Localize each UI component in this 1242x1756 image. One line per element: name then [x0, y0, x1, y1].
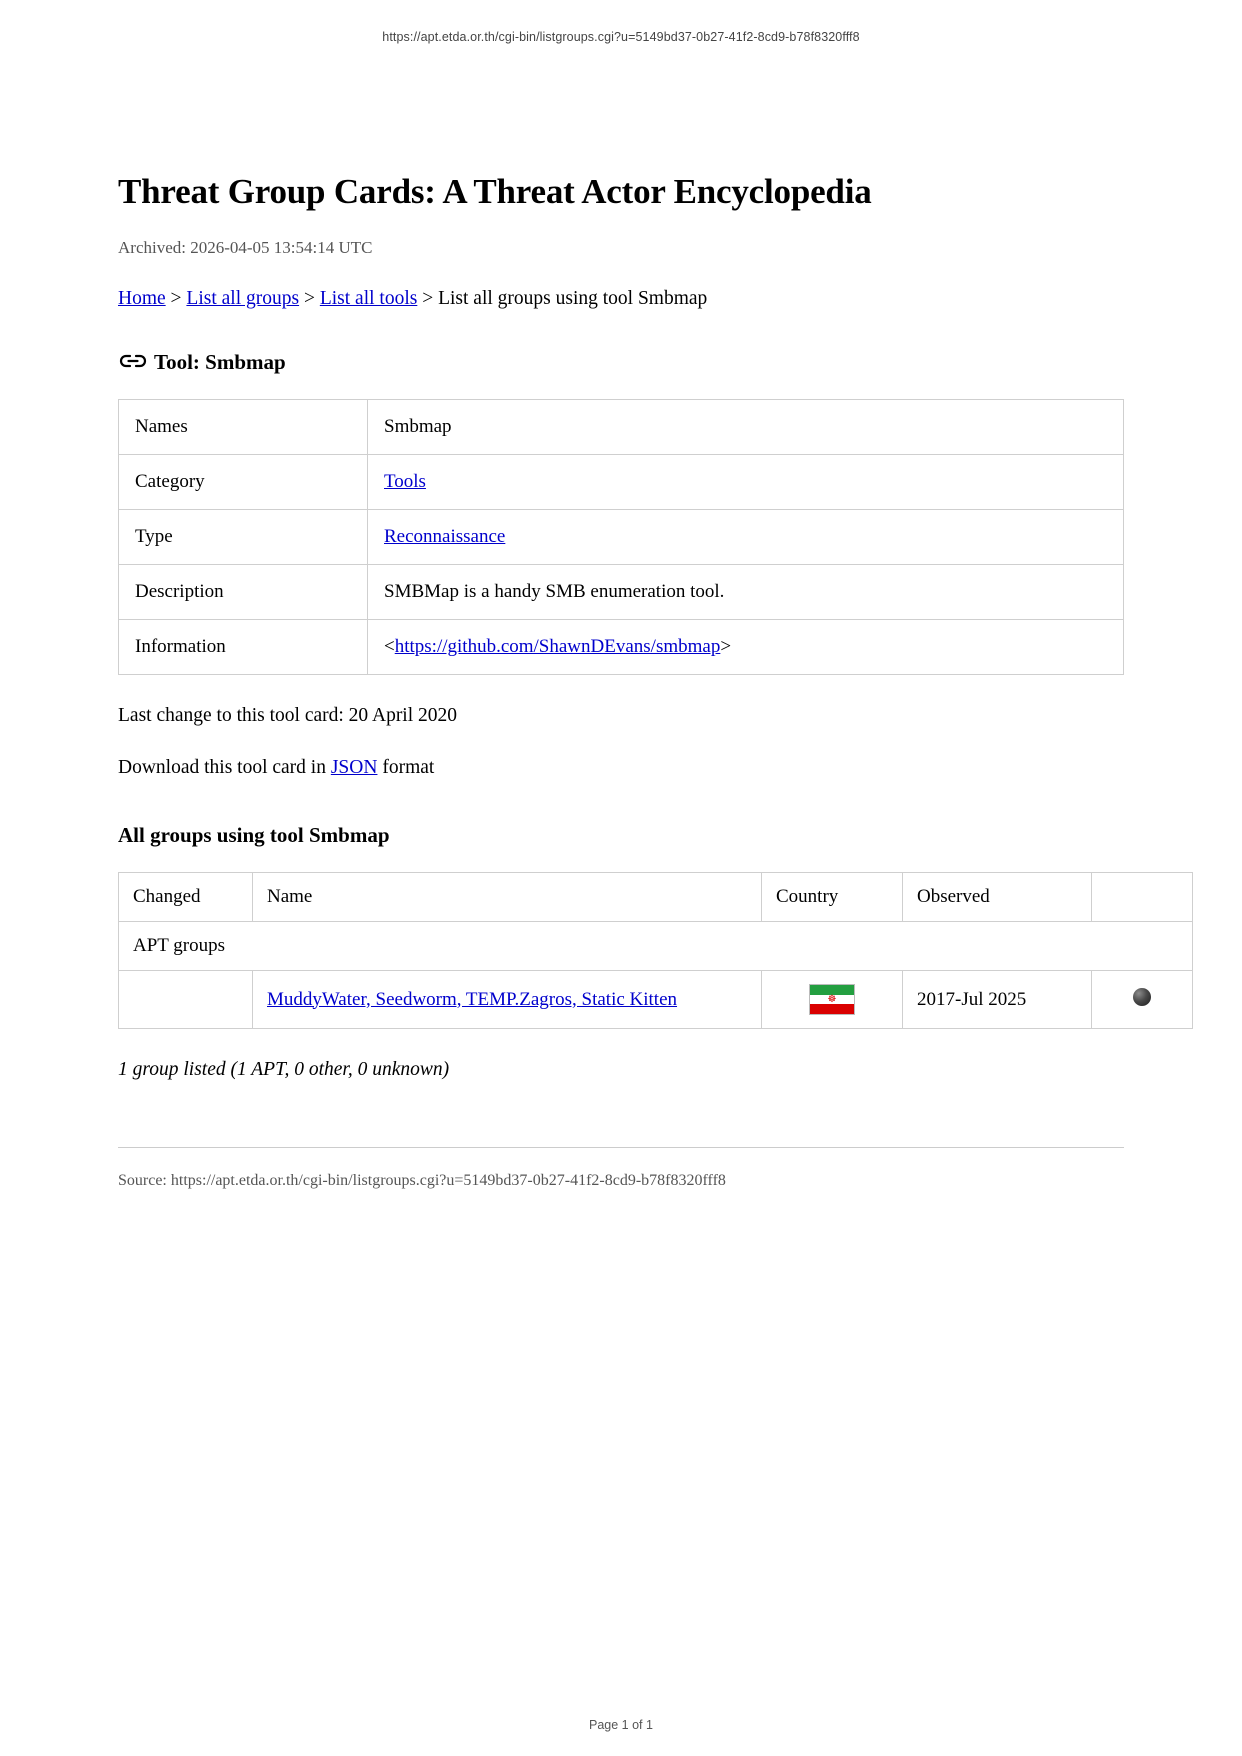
document-content — [0, 44, 1242, 1190]
page-url-header: https://apt.etda.or.th/cgi-bin/listgroups.cgi?u=5149bd37-0b27-41f2-8cd9-b78f8320fff8 — [382, 30, 860, 44]
information-suffix: > — [720, 636, 732, 657]
row-value-information — [368, 620, 1124, 675]
row-country — [762, 971, 903, 1029]
row-name — [253, 971, 762, 1029]
group-category-label: APT groups — [119, 922, 1193, 971]
column-header-name: Name — [253, 873, 762, 922]
breadcrumb-current: List all groups using tool Smbmap — [438, 288, 708, 309]
column-header-country: Country — [762, 873, 903, 922]
breadcrumb-link-list-all-tools[interactable]: List all tools — [319, 288, 418, 309]
page-title: Threat Group Cards: A Threat Actor Encyclopedia — [118, 172, 872, 211]
table-row — [119, 455, 1124, 510]
tool-heading — [118, 350, 1124, 375]
groups-summary: 1 group listed (1 APT, 0 other, 0 unknown) — [118, 1059, 450, 1080]
group-category-row — [119, 922, 1193, 971]
download-suffix: format — [377, 757, 435, 778]
row-label-description: Description — [119, 565, 368, 620]
column-header-changed: Changed — [119, 873, 253, 922]
download-json-link[interactable]: JSON — [330, 757, 378, 778]
row-value-category — [368, 455, 1124, 510]
table-row — [119, 510, 1124, 565]
table-header-row — [119, 873, 1193, 922]
breadcrumb-separator-1: > — [165, 288, 187, 309]
page-number: Page 1 of 1 — [589, 1718, 653, 1732]
table-row — [119, 971, 1193, 1029]
download-line — [118, 757, 1124, 779]
groups-table — [118, 872, 1193, 1029]
groups-section-heading: All groups using tool Smbmap — [118, 823, 390, 847]
iran-flag-icon: ☸ — [809, 984, 855, 1015]
last-change-text: Last change to this tool card: 20 April 2020 — [118, 705, 458, 726]
row-changed — [119, 971, 253, 1029]
table-row — [119, 565, 1124, 620]
sphere-icon — [1133, 988, 1151, 1006]
information-prefix: < — [384, 636, 395, 657]
group-name-link[interactable]: MuddyWater, Seedworm, TEMP.Zagros, Static Kitten — [267, 988, 678, 1010]
tool-info-table — [118, 399, 1124, 675]
row-observed: 2017-Jul 2025 — [903, 971, 1092, 1029]
row-label-information: Information — [119, 620, 368, 675]
link-icon — [118, 350, 148, 372]
row-label-category: Category — [119, 455, 368, 510]
breadcrumb-link-home[interactable]: Home — [118, 288, 166, 309]
type-link[interactable]: Reconnaissance — [384, 526, 506, 547]
breadcrumb-link-list-all-groups[interactable]: List all groups — [186, 288, 300, 309]
tool-heading-text: Tool: Smbmap — [154, 350, 286, 374]
column-header-marker — [1092, 873, 1193, 922]
table-row — [119, 620, 1124, 675]
table-row — [119, 400, 1124, 455]
category-link[interactable]: Tools — [384, 471, 426, 492]
footer-divider — [118, 1147, 1124, 1148]
source-line: Source: https://apt.etda.or.th/cgi-bin/listgroups.cgi?u=5149bd37-0b27-41f2-8cd9-b78f8320fff8 — [118, 1172, 726, 1189]
breadcrumb-separator-3: > — [417, 288, 439, 309]
row-value-description: SMBMap is a handy SMB enumeration tool. — [368, 565, 1124, 620]
column-header-observed: Observed — [903, 873, 1092, 922]
download-prefix: Download this tool card in — [118, 757, 331, 778]
archived-timestamp: Archived: 2026-04-05 13:54:14 UTC — [118, 238, 373, 257]
row-value-type — [368, 510, 1124, 565]
row-label-type: Type — [119, 510, 368, 565]
information-link[interactable]: https://github.com/ShawnDEvans/smbmap — [394, 636, 721, 657]
breadcrumb — [118, 288, 1124, 310]
row-marker — [1092, 971, 1193, 1029]
row-label-names: Names — [119, 400, 368, 455]
breadcrumb-separator-2: > — [299, 288, 320, 309]
row-value-names: Smbmap — [368, 400, 1124, 455]
